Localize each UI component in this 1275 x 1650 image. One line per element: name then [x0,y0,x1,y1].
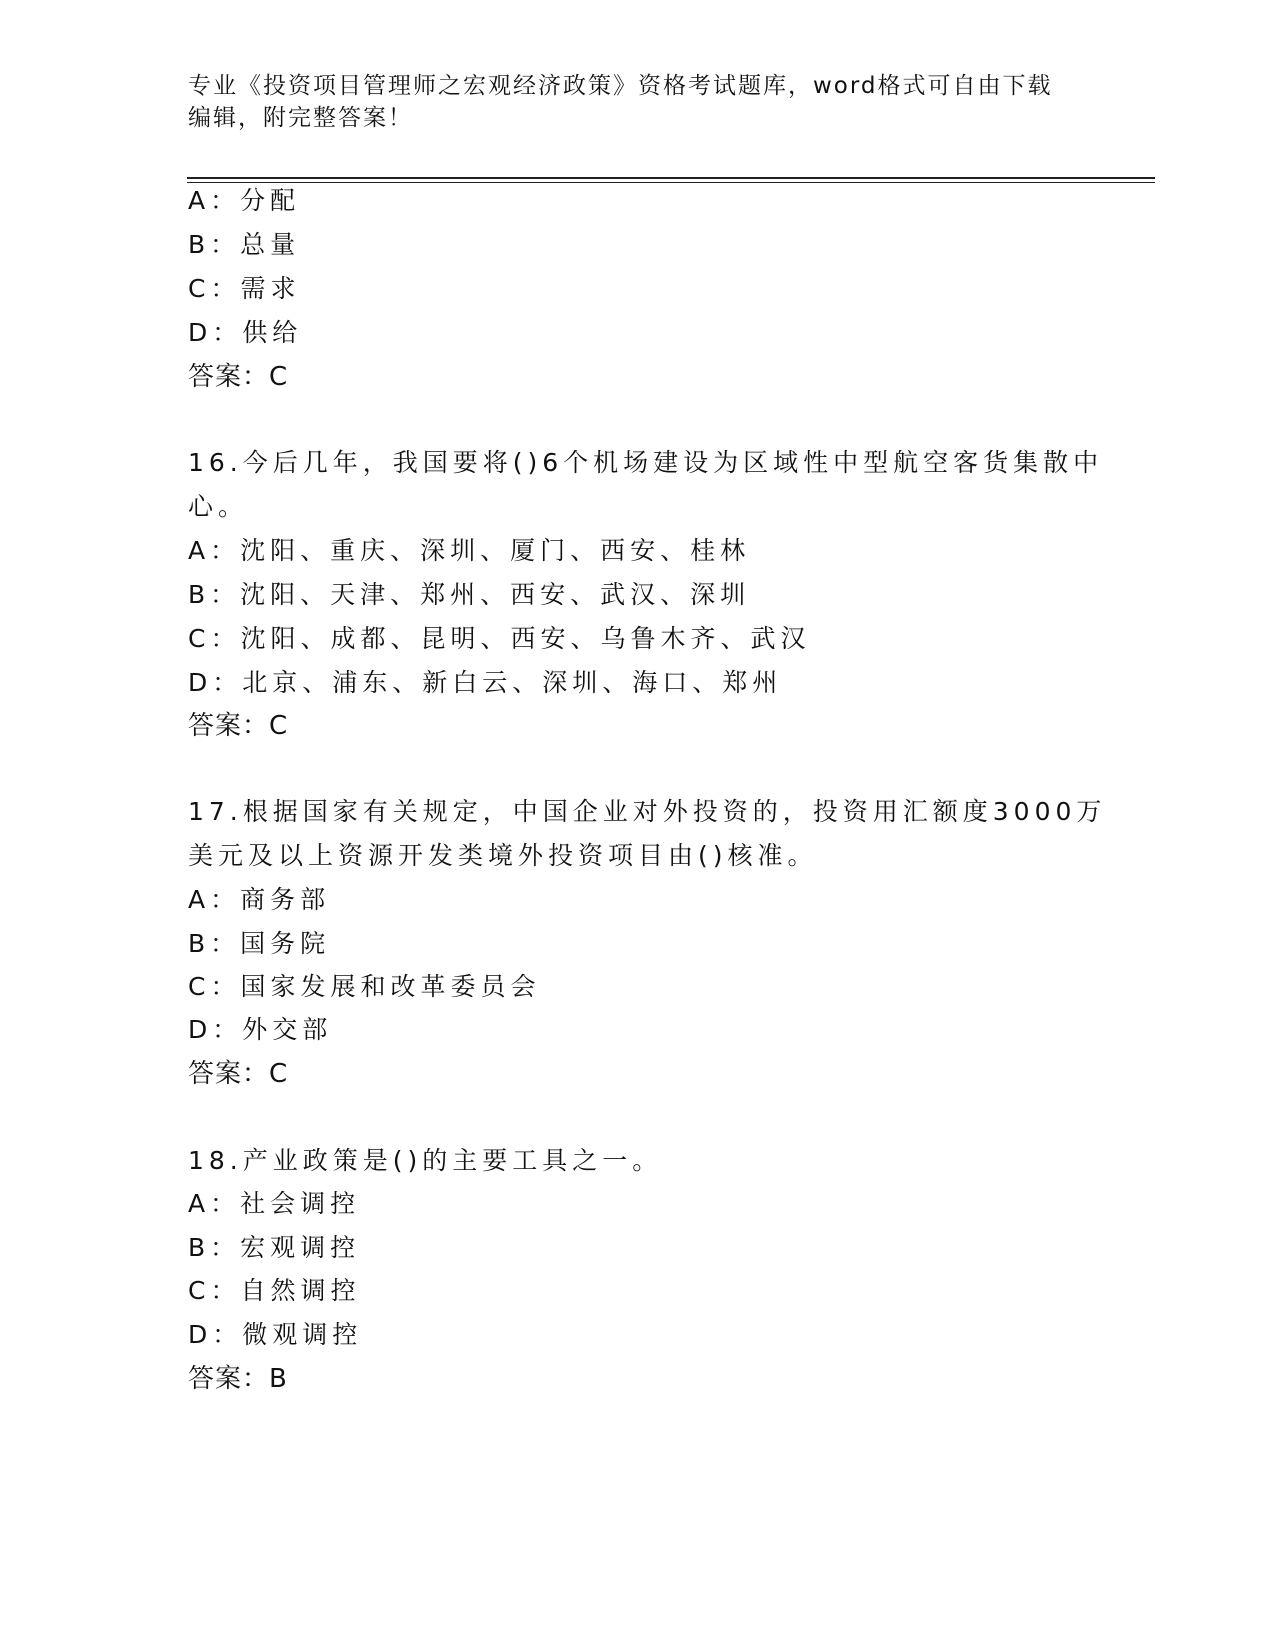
q18-answer: 答案：B [188,1364,288,1394]
q18-stem-line1: 18.产业政策是()的主要工具之一。 [188,1146,663,1175]
header-divider-thin [187,182,1155,183]
q15-answer: 答案：C [188,362,289,392]
q18-option-c: C：自然调控 [188,1276,361,1305]
q15-option-c: C：需求 [188,274,301,303]
q15-option-a: A：分配 [188,186,301,215]
q18-option-b: B：宏观调控 [188,1233,361,1262]
q17-option-d: D：外交部 [188,1015,333,1044]
q16-answer: 答案：C [188,711,289,741]
q16-stem-line1: 16.今后几年，我国要将()6个机场建设为区域性中型航空客货集散中 [188,448,1104,477]
q16-option-b: B：沈阳、天津、郑州、西安、武汉、深圳 [188,580,751,609]
q16-option-c: C：沈阳、成都、昆明、西安、乌鲁木齐、武汉 [188,624,811,653]
q17-stem-line2: 美元及以上资源开发类境外投资项目由()核准。 [188,841,818,870]
q17-option-b: B：国务院 [188,929,331,958]
q15-option-b: B：总量 [188,230,301,259]
q18-option-d: D：微观调控 [188,1320,363,1349]
document-header: 专业《投资项目管理师之宏观经济政策》资格考试题库，word格式可自由下载编辑，附完整答案！ [188,73,1053,131]
q18-option-a: A：社会调控 [188,1189,361,1218]
q17-answer: 答案：C [188,1059,289,1089]
q16-stem-line2: 心。 [188,492,249,521]
header-divider-thick [187,177,1155,179]
q17-option-a: A：商务部 [188,885,331,914]
q17-stem-line1: 17.根据国家有关规定，中国企业对外投资的，投资用汇额度3000万 [188,797,1107,826]
q16-option-d: D：北京、浦东、新白云、深圳、海口、郑州 [188,668,783,697]
q15-option-d: D：供给 [188,318,303,347]
q16-option-a: A：沈阳、重庆、深圳、厦门、西安、桂林 [188,536,751,565]
q17-option-c: C：国家发展和改革委员会 [188,972,541,1001]
